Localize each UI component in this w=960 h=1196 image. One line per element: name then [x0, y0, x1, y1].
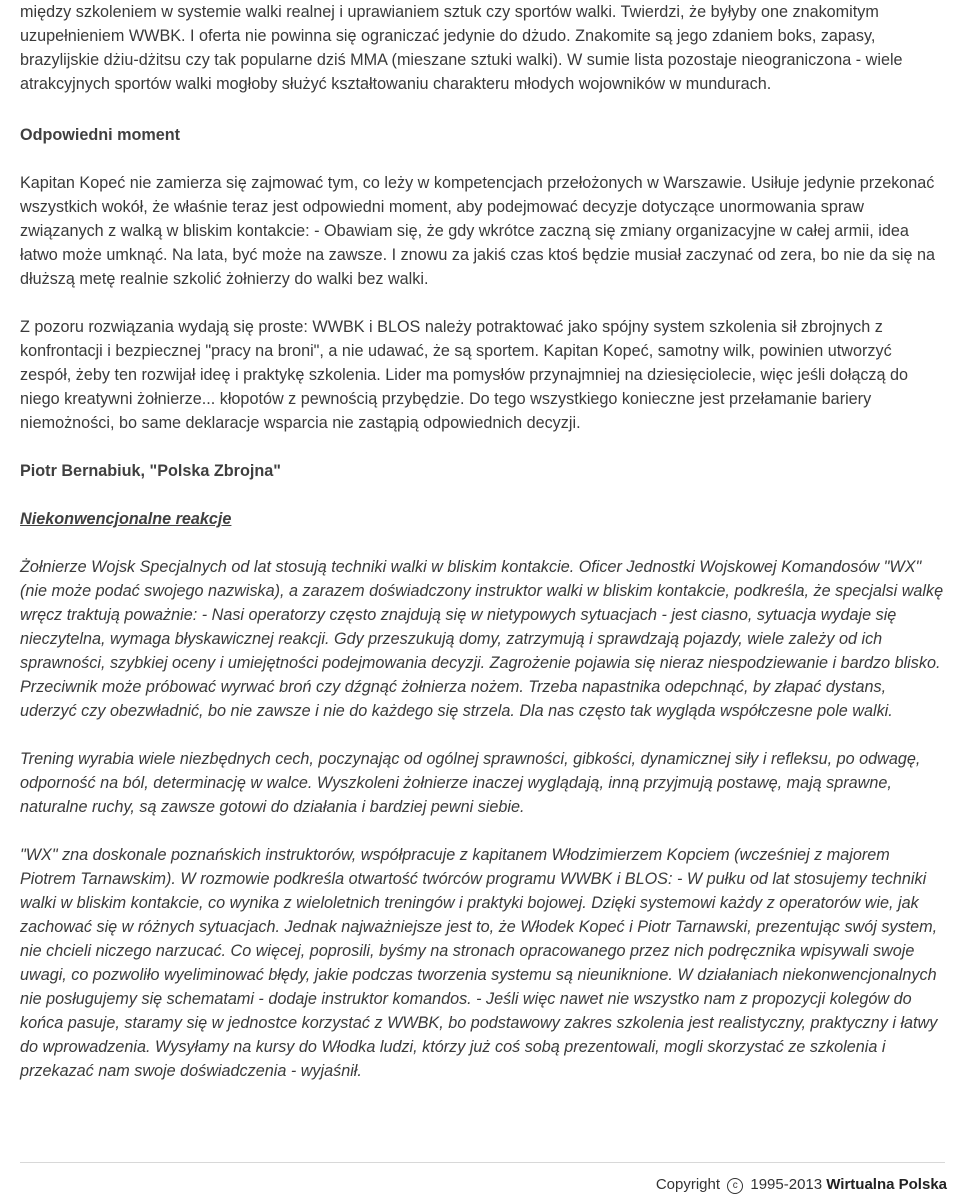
copyright-years: 1995-2013: [750, 1176, 823, 1193]
section-heading: Odpowiedni moment: [20, 126, 181, 144]
author-line: Piotr Bernabiuk, "Polska Zbrojna": [20, 462, 281, 480]
paragraph: Z pozoru rozwiązania wydają się proste: WWBK i BLOS należy potraktować jako spójny system szkolenia sił zbrojnych z konfrontacji i bezpiecznej "pracy na broni", a nie udawać, że są sportem. Kapitan Kopeć, samotny wilk, powinien utworzyć zespół, żeby ten rozwijał ideę i praktykę szkolenia. Lider ma pomysłów przynajmniej na dziesięciolecie, więc jeśli dołączą do niego kreatywni żołnierze... kłopotów z pewnością przybędzie. Do tego wszystkiego konieczne jest przełamanie bariery niemożności, bo same deklaracje wsparcia nie zastąpią odpowiednich decyzji.: [20, 318, 909, 432]
copyright-icon: c: [727, 1178, 743, 1194]
paragraph: "WX" zna doskonale poznańskich instruktorów, współpracuje z kapitanem Włodzimierzem Kopciem (wcześniej z majorem Piotrem Tarnawskim). W rozmowie podkreśla otwartość twórców programu WWBK i BLOS: - W pułku od lat stosujemy techniki walki w bliskim kontakcie, co wynika z wieloletnich treningów i praktyki bojowej. Dzięki systemowi każdy z operatorów wie, jak zachować się w różnych sytuacjach. Jednak najważniejsze jest to, że Włodek Kopeć i Piotr Tarnawski, prezentując swój system, nie chcieli niczego narzucać. Co więcej, poprosili, byśmy na stronach opracowanego przez nich podręcznika wpisywali swoje uwagi, co pozwoliło wyeliminować błędy, jakie podczas tworzenia systemu są nieuniknione. W działaniach niekonwencjonalnych nie posługujemy się schematami - dodaje instruktor komandos. - Jeśli więc nawet nie wszystko nam z propozycji kolegów do końca pasuje, staramy się w jednostce korzystać z WWBK, bo podstawowy zakres szkolenia jest realistyczny, praktyczny i łatwy do wprowadzenia. Wysyłamy na kursy do Włodka ludzi, którzy już coś sobą prezentowali, mogli skorzystać ze szkolenia i przekazać nam swoje doświadczenia - wyjaśnił.: [20, 846, 938, 1080]
footer-divider: [20, 1162, 945, 1163]
section-heading: Niekonwencjonalne reakcje: [20, 510, 232, 528]
paragraph: Żołnierze Wojsk Specjalnych od lat stosują techniki walki w bliskim kontakcie. Oficer Jednostki Wojskowej Komandosów "WX" (nie może podać swojego nazwiska), a zarazem doświadczony instruktor walki w bliskim kontakcie, podkreśla, że specjalsi walkę wręcz traktują poważnie: - Nasi operatorzy często znajdują się w nietypowych sytuacjach - jest ciasno, sytuacja wydaje się nieczytelna, wymaga błyskawicznej reakcji. Gdy przeszukują domy, zatrzymują i sprawdzają pojazdy, wiele zależy od ich sprawności, szybkiej oceny i umiejętności podejmowania decyzji. Zagrożenie pojawia się nieraz niespodziewanie i bardzo blisko. Przeciwnik może próbować wyrwać broń czy dźgnąć żołnierza nożem. Trzeba napastnika odepchnąć, by złapać dystans, uderzyć czy obezwładnić, bo nie zawsze i nie do każdego się strzela. Dla nas często tak wygląda współczesne pole walki.: [20, 558, 944, 720]
copyright-label: Copyright: [655, 1176, 721, 1193]
paragraph: między szkoleniem w systemie walki realnej i uprawianiem sztuk czy sportów walki. Twierdzi, że byłyby one znakomitym uzupełnieniem WWBK. I oferta nie powinna się ograniczać jedynie do dżudo. Znakomite są jego zdaniem boks, zapasy, brazylijskie dżiu-dżitsu czy tak popularne dziś MMA (mieszane sztuki walki). W sumie lista pozostaje nieograniczona - wiele atrakcyjnych sportów walki mogłoby służyć kształtowaniu charakteru młodych wojowników w mundurach.: [20, 3, 903, 93]
footer: [656, 1174, 947, 1196]
paragraph: Kapitan Kopeć nie zamierza się zajmować tym, co leży w kompetencjach przełożonych w Warszawie. Usiłuje jedynie przekonać wszystkich wokół, że właśnie teraz jest odpowiedni moment, aby podejmować decyzje dotyczące unormowania spraw związanych z walką w bliskim kontakcie: - Obawiam się, że gdy wkrótce zaczną się zmiany organizacyjne w całej armii, idea łatwo może umknąć. Na lata, być może na zawsze. I znowu za jakiś czas ktoś będzie musiał zaczynać od zera, bo nie da się na dłuższą metę realnie szkolić żołnierzy do walki bez walki.: [20, 174, 936, 288]
brand-name: Wirtualna Polska: [826, 1176, 947, 1193]
paragraph: Trening wyrabia wiele niezbędnych cech, poczynając od ogólnej sprawności, gibkości, dynamicznej siły i refleksu, po odwagę, odporność na ból, determinację w walce. Wyszkoleni żołnierze inaczej wyglądają, inną przyjmują postawę, mają sprawne, naturalne ruchy, są zawsze gotowi do działania i bardziej pewni siebie.: [20, 750, 921, 816]
article-body: [20, 0, 945, 1107]
